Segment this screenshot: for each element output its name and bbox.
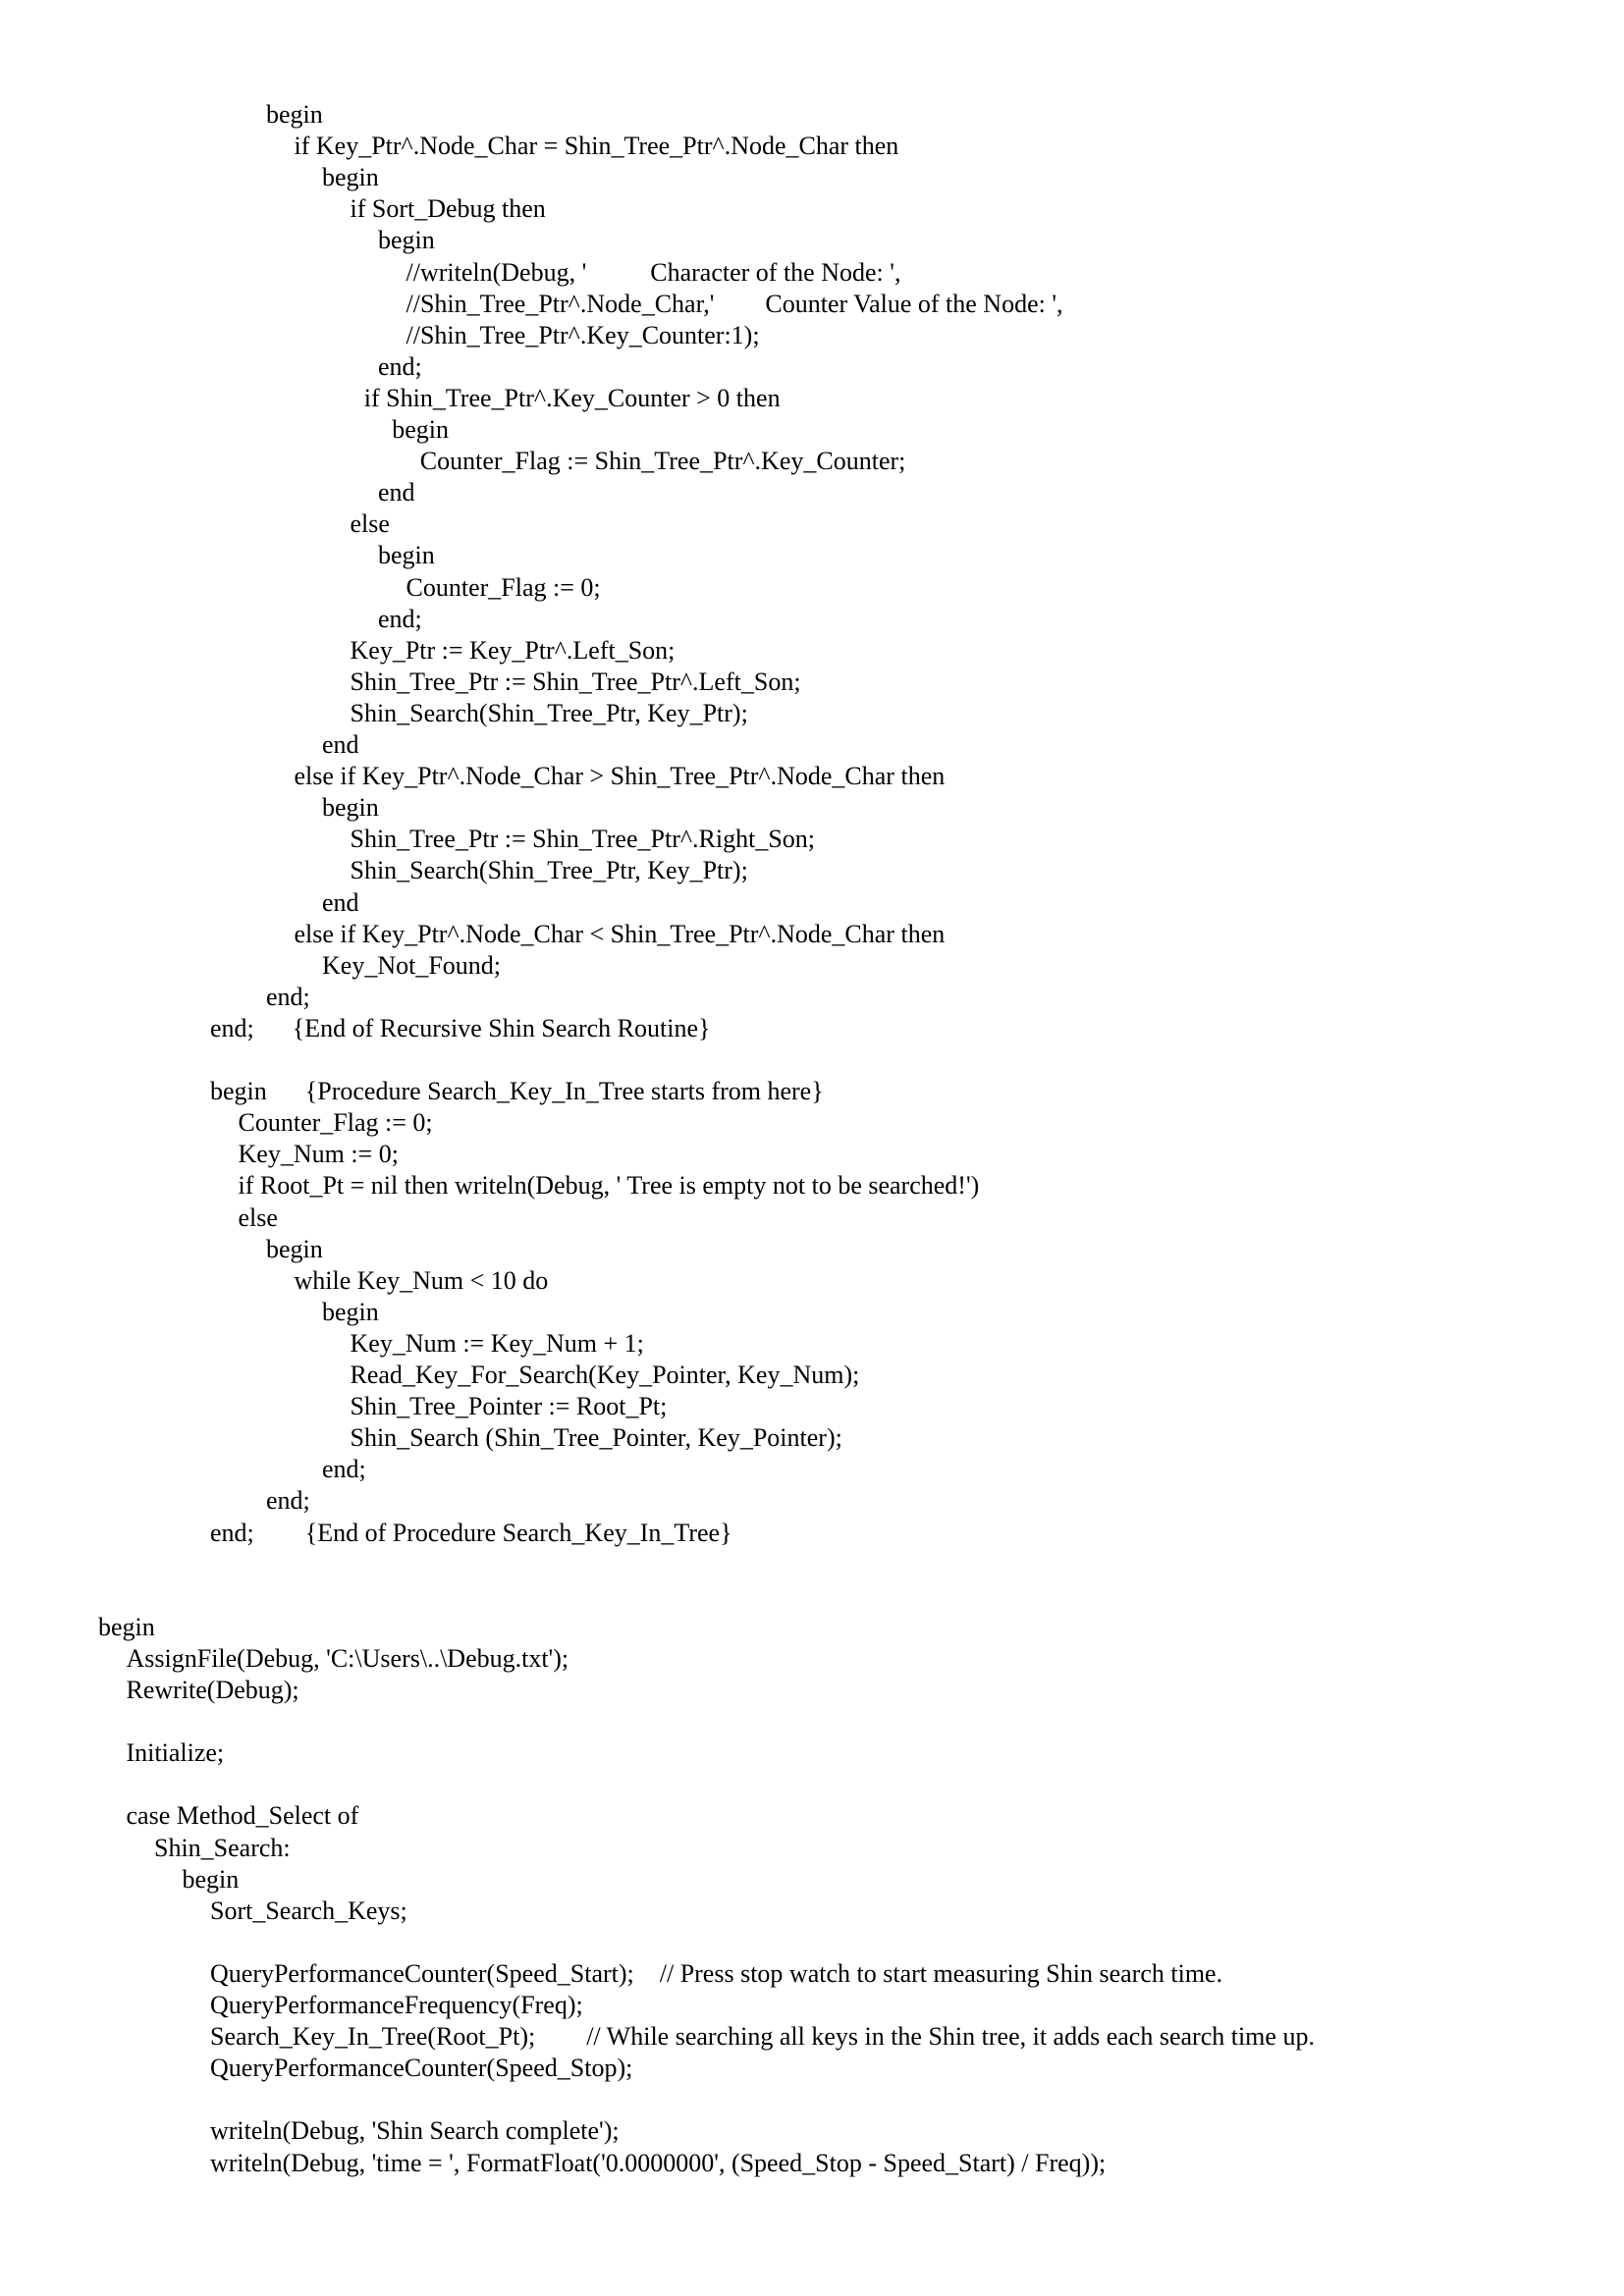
code-line: begin xyxy=(98,1612,155,1641)
code-line: begin xyxy=(322,793,379,823)
code-line: QueryPerformanceCounter(Speed_Start); // Press stop watch to start measuring Shin search time. xyxy=(210,1958,1223,1988)
code-line: Key_Not_Found; xyxy=(322,950,501,980)
code-line: case Method_Select of xyxy=(126,1801,359,1831)
code-line: writeln(Debug, 'Shin Search complete'); xyxy=(210,2116,620,2146)
code-line: end; {End of Procedure Search_Key_In_Tree} xyxy=(210,1518,732,1547)
code-line: Shin_Search: xyxy=(154,1833,291,1862)
code-line: Key_Ptr := Key_Ptr^.Left_Son; xyxy=(350,635,676,665)
code-line: begin {Procedure Search_Key_In_Tree starts from here} xyxy=(210,1077,824,1106)
code-line: end xyxy=(322,887,359,917)
code-line: Search_Key_In_Tree(Root_Pt); // While searching all keys in the Shin tree, it adds each search time up. xyxy=(210,2022,1315,2052)
code-line: Shin_Search(Shin_Tree_Ptr, Key_Ptr); xyxy=(350,856,748,885)
code-line: end; xyxy=(266,1486,310,1516)
code-line: end; xyxy=(378,351,422,381)
code-line: begin xyxy=(322,163,379,192)
code-line: begin xyxy=(378,226,435,255)
code-line: begin xyxy=(182,1864,240,1894)
code-line: end xyxy=(322,730,359,759)
code-line: Shin_Tree_Ptr := Shin_Tree_Ptr^.Left_Son; xyxy=(350,667,801,696)
code-line: begin xyxy=(322,1297,379,1326)
code-line: begin xyxy=(392,415,450,444)
code-line: else if Key_Ptr^.Node_Char > Shin_Tree_Ptr^.Node_Char then xyxy=(294,762,946,791)
code-line: if Sort_Debug then xyxy=(350,194,546,224)
code-line: Key_Num := Key_Num + 1; xyxy=(350,1328,644,1358)
code-line: AssignFile(Debug, 'C:\Users\..\Debug.txt'); xyxy=(126,1643,569,1673)
code-line: Shin_Tree_Pointer := Root_Pt; xyxy=(350,1392,668,1421)
code-line: QueryPerformanceCounter(Speed_Stop); xyxy=(210,2054,633,2083)
code-line: Rewrite(Debug); xyxy=(126,1676,299,1704)
code-line: Shin_Search(Shin_Tree_Ptr, Key_Ptr); xyxy=(350,698,748,727)
code-line: end xyxy=(378,478,415,507)
code-line: //writeln(Debug, ' Character of the Node: ', xyxy=(406,257,901,287)
code-line: else if Key_Ptr^.Node_Char < Shin_Tree_Ptr^.Node_Char then xyxy=(294,919,946,948)
code-line: else xyxy=(350,509,390,539)
code-line: begin xyxy=(378,541,435,570)
code-line: Counter_Flag := 0; xyxy=(238,1108,433,1138)
code-line: Shin_Tree_Ptr := Shin_Tree_Ptr^.Right_Son; xyxy=(350,825,816,854)
code-line: //Shin_Tree_Ptr^.Key_Counter:1); xyxy=(406,320,760,349)
code-line: while Key_Num < 10 do xyxy=(294,1265,549,1295)
code-line: Shin_Search (Shin_Tree_Pointer, Key_Pointer); xyxy=(350,1423,842,1453)
code-line: Key_Num := 0; xyxy=(238,1140,399,1169)
code-line: writeln(Debug, 'time = ', FormatFloat('0.0000000', (Speed_Stop - Speed_Start) / Freq)); xyxy=(210,2148,1107,2177)
code-line: Read_Key_For_Search(Key_Pointer, Key_Num); xyxy=(350,1361,860,1389)
code-line: //Shin_Tree_Ptr^.Node_Char,' Counter Value of the Node: ', xyxy=(406,289,1063,318)
code-line: end; xyxy=(266,982,310,1011)
code-line: if Shin_Tree_Ptr^.Key_Counter > 0 then xyxy=(363,383,781,412)
code-line: if Root_Pt = nil then writeln(Debug, ' Tree is empty not to be searched!') xyxy=(238,1171,980,1201)
code-line: Counter_Flag := 0; xyxy=(406,572,601,602)
code-line: Sort_Search_Keys; xyxy=(210,1896,407,1925)
code-line: end; xyxy=(322,1455,366,1484)
code-line: end; {End of Recursive Shin Search Routine} xyxy=(210,1013,711,1042)
code-line: Counter_Flag := Shin_Tree_Ptr^.Key_Counter; xyxy=(419,447,906,476)
code-line: else xyxy=(238,1202,278,1232)
code-line: end; xyxy=(378,604,422,633)
code-line: if Key_Ptr^.Node_Char = Shin_Tree_Ptr^.Node_Char then xyxy=(294,132,899,161)
code-line: Initialize; xyxy=(126,1738,225,1768)
code-line: QueryPerformanceFrequency(Freq); xyxy=(210,1991,583,2019)
code-line: begin xyxy=(266,1234,323,1263)
code-line: begin xyxy=(266,100,323,129)
